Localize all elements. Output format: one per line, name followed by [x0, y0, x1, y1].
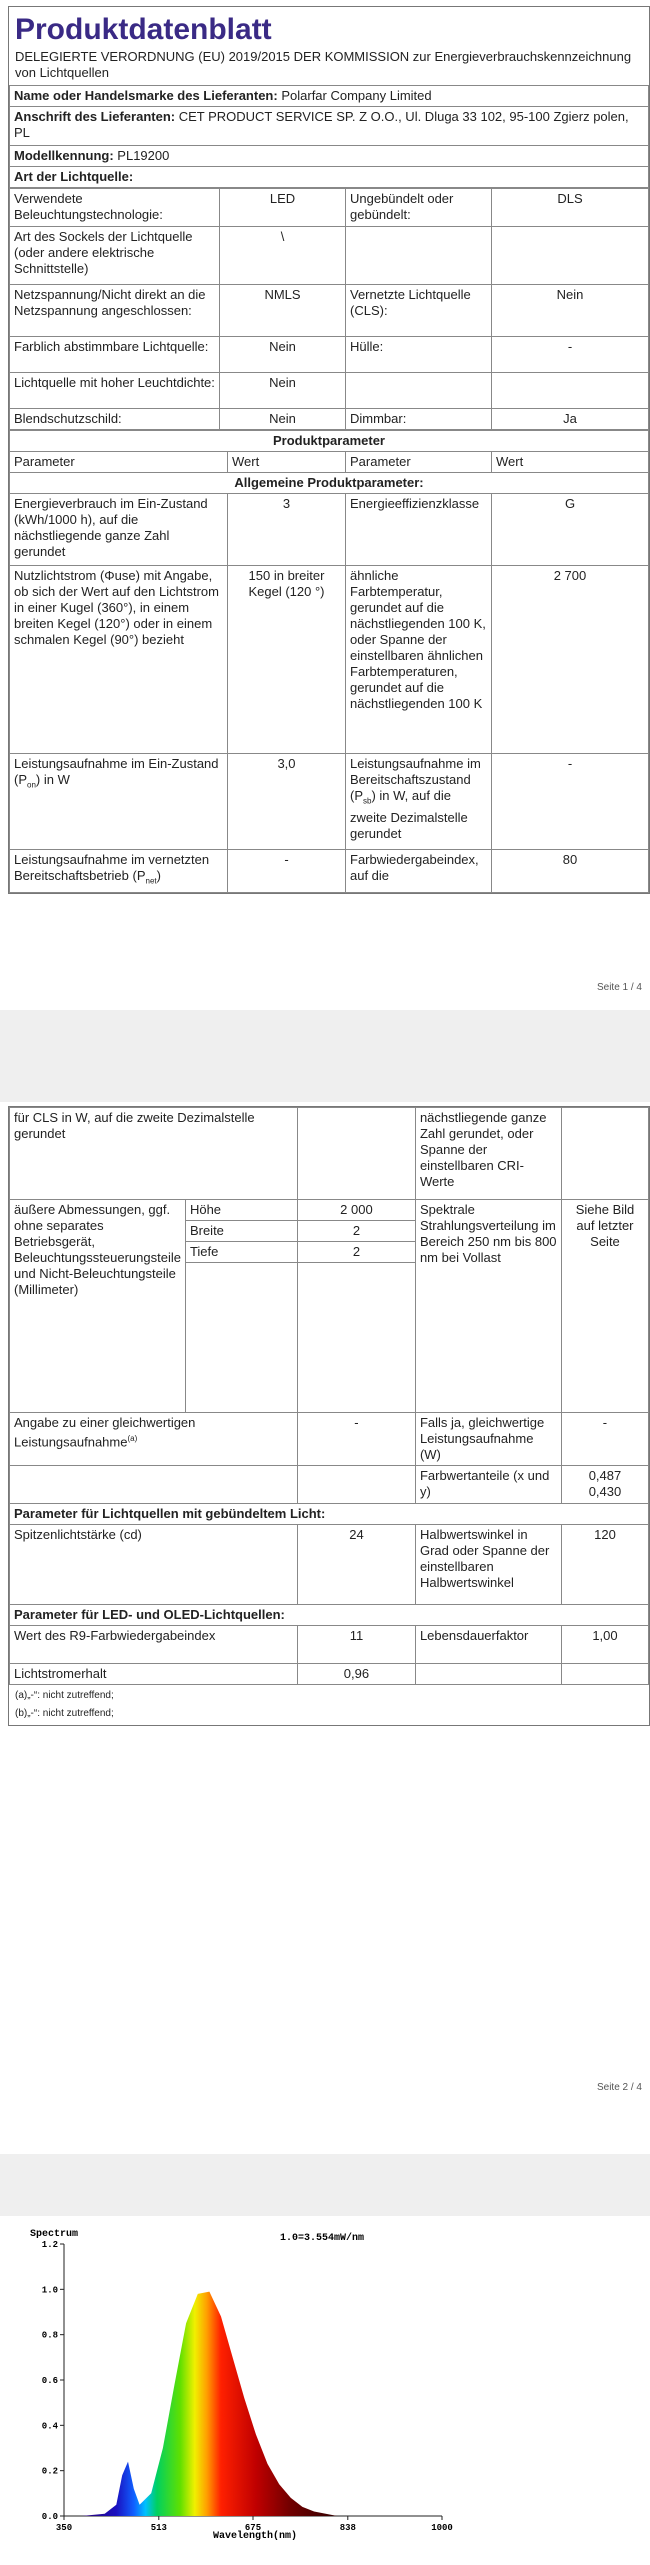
params-header-row: Parameter Wert Parameter Wert [10, 452, 649, 473]
page-gap [0, 2154, 650, 2216]
datasheet-frame-cont [8, 1106, 650, 1726]
table-row: Netzspannung/Nicht direkt an die Netzspannung angeschlossen: NMLS Vernetzte Lichtquelle (CLS): Nein [10, 285, 649, 337]
lighttype-table [9, 188, 649, 430]
table-row: Blendschutzschild: Nein Dimmbar: Ja [10, 409, 649, 430]
y-tick-label: 0.2 [41, 2466, 58, 2477]
y-tick-label: 0.6 [41, 2376, 58, 2386]
table-row: Energieverbrauch im Ein-Zustand (kWh/1000 h), auf die nächstliegende ganze Zahl gerundet 3 Energieeffizienzklasse G [10, 494, 649, 566]
datasheet-frame [8, 6, 650, 894]
table-row: für CLS in W, auf die zweite Dezimalstelle gerundet nächstliegende ganze Zahl gerundet, oder Spanne der einstellbaren CRI-Werte [10, 1108, 649, 1200]
y-axis-label: Spectrum [30, 2229, 79, 2240]
lighttype-header: Art der Lichtquelle: [10, 167, 649, 188]
supplier-table [9, 85, 649, 188]
y-tick-label: 1.0 [41, 2285, 58, 2296]
table-row: Art des Sockels der Lichtquelle (oder andere elektrische Schnittstelle) \ [10, 227, 649, 285]
table-row: Wert des R9-Farbwiedergabeindex 11 Lebensdauerfaktor 1,00 [10, 1626, 649, 1664]
x-tick-label: 513 [150, 2523, 167, 2533]
x-axis-label: Wavelength(nm) [212, 2531, 298, 2542]
spectrum-chart [0, 2216, 650, 2560]
table-row: Tiefe 2 [10, 1242, 649, 1263]
page-number: Seite 2 / 4 [596, 2082, 642, 2093]
y-tick-label: 0.4 [41, 2421, 58, 2432]
footnote-b: (b)„-“: nicht zutreffend; [15, 1708, 114, 1719]
page-number: Seite 1 / 4 [596, 982, 642, 993]
x-tick-label: 350 [55, 2523, 73, 2533]
y-tick-label: 0.0 [41, 2512, 58, 2522]
chart-title: 1.0=3.554mW/nm [280, 2233, 365, 2244]
page-title: Produktdatenblatt [15, 13, 272, 46]
table-row: Verwendete Beleuchtungstechnologie: LED Ungebündelt oder gebündelt: DLS [10, 189, 649, 227]
dls-params-title: Parameter für Lichtquellen mit gebündeltem Licht: [10, 1504, 649, 1525]
table-row: Nutzlichtstrom (Φuse) mit Angabe, ob sich der Wert auf den Lichtstrom in einer Kugel (360°), in einem breiten Kegel (120°) oder in einem schmalen Kegel (90°) bezieht 150 in breiter Kegel (120 °) ähnliche Farbtemperatur, gerundet auf die nächstliegenden 100 K, oder Spanne der einstellbaren ähnlichen Farbtemperaturen, gerundet auf die nächstliegenden 100 K 2 700 [10, 566, 649, 754]
params-title: Produktparameter [10, 431, 649, 452]
x-tick-label: 838 [339, 2523, 356, 2533]
table-row: Lichtstromerhalt 0,96 [10, 1664, 649, 1685]
table-row: äußere Abmessungen, ggf. ohne separates Betriebsgerät, Beleuchtungssteuerungsteile und Nicht-Beleuchtungsteile (Millimeter) Höhe 2 000 Spektrale Strahlungsverteilung im Bereich 250 nm bis 800 nm bei Vollast Siehe Bild auf letzter Seite [10, 1200, 649, 1221]
page-1 [0, 0, 650, 1010]
table-row: Angabe zu einer gleichwertigen Leistungsaufnahme$^{(a)}$ - Falls ja, gleichwertige Leistungsaufnahme (W) - [10, 1413, 649, 1466]
params-table [9, 430, 649, 893]
x-tick-label: 675 [244, 2523, 262, 2533]
led-params-title: Parameter für LED- und OLED-Lichtquellen: [10, 1605, 649, 1626]
table-row: Leistungsaufnahme im vernetzten Bereitschaftsbetrieb $(P_{net})$ - Farbwiedergabeindex, auf die 80 [10, 850, 649, 893]
table-row: Spitzenlichtstärke (cd) 24 Halbwertswinkel in Grad oder Spanne der einstellbaren Halbwertswinkel 120 [10, 1525, 649, 1605]
footnote-a: (a)„-“: nicht zutreffend; [15, 1690, 114, 1701]
table-row: Farbwertanteile (x und y) 0,487 0,430 [10, 1466, 649, 1504]
page-2 [0, 1102, 650, 2154]
spectrum-area [81, 2292, 337, 2516]
table-row: Leistungsaufnahme im Ein-Zustand $(P_{on})$ in W 3,0 Leistungsaufnahme im Bereitschaftszustand $(P_{sb})$ in W, auf die zweite Dezimalstelle gerundet - [10, 754, 649, 850]
page-gap [0, 1010, 650, 1102]
regulation-text: DELEGIERTE VERORDNUNG (EU) 2019/2015 DER KOMMISSION zur Energieverbrauchskennzeichnung von Lichtquellen [15, 49, 632, 80]
x-tick-label: 1000 [431, 2523, 453, 2533]
table-row: Breite 2 [10, 1221, 649, 1242]
y-tick-label: 1.2 [41, 2240, 58, 2250]
table-row: Lichtquelle mit hoher Leuchtdichte: Nein [10, 373, 649, 409]
general-params-title: Allgemeine Produktparameter: [10, 473, 649, 494]
table-row: Farblich abstimmbare Lichtquelle: Nein Hülle: - [10, 337, 649, 373]
model-row: Modellkennung: PL19200 [10, 146, 649, 167]
supplier-name-row: Name oder Handelsmarke des Lieferanten: Polarfar Company Limited [10, 86, 649, 107]
supplier-address-row: Anschrift des Lieferanten: CET PRODUCT SERVICE SP. Z O.O., Ul. Dluga 33 102, 95-100 Zgierz polen, PL [10, 107, 649, 146]
params-cont-table [9, 1107, 649, 1685]
page-3 [0, 2216, 650, 2560]
y-tick-label: 0.8 [41, 2330, 58, 2341]
